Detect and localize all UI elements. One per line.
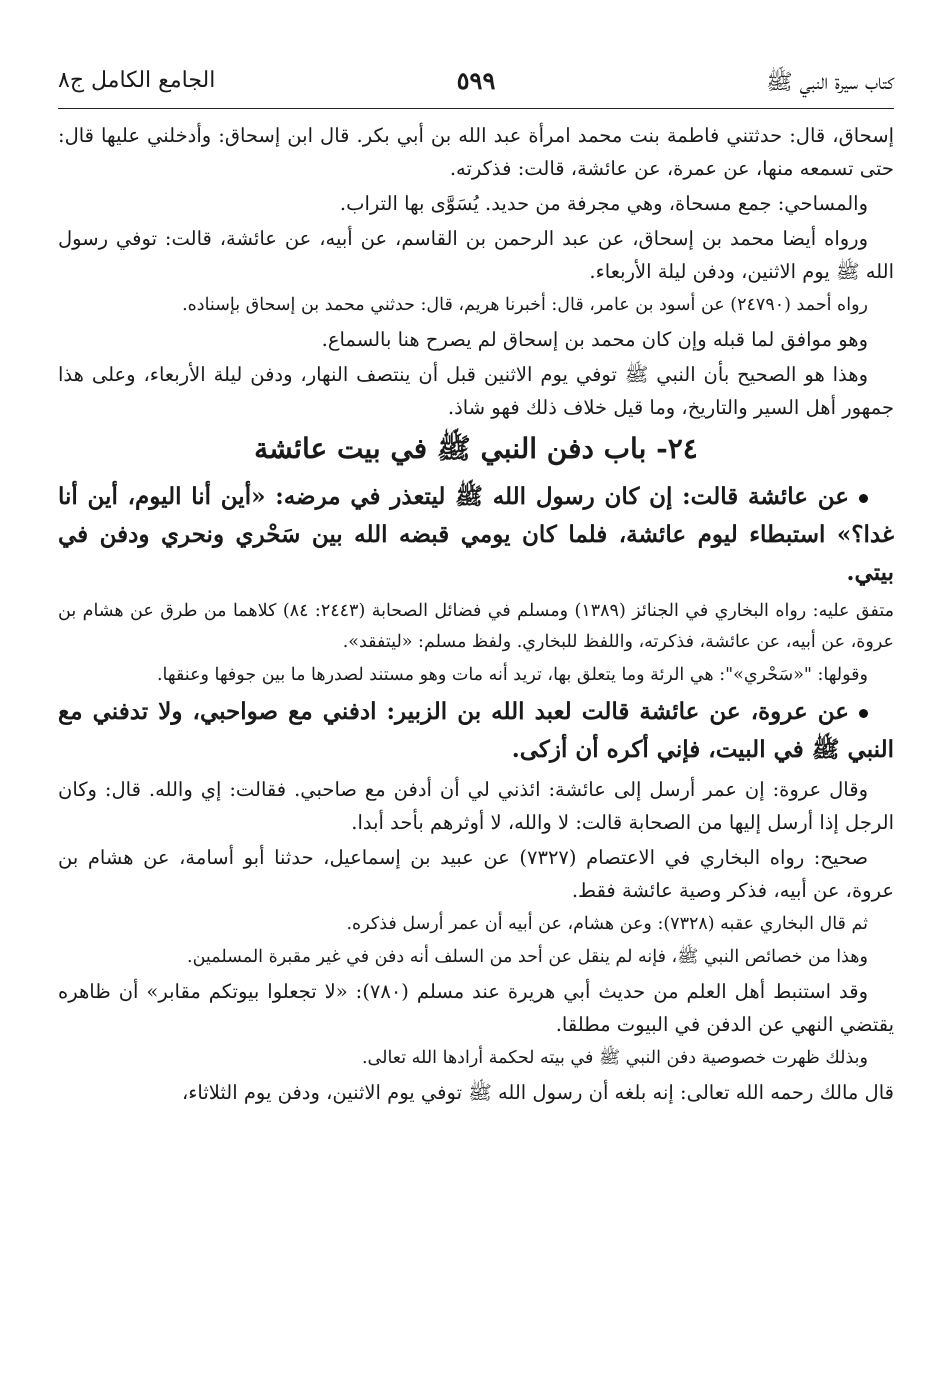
book-title: كتاب سيرة النبي ﷺ [766,70,894,95]
paragraph: إسحاق، قال: حدثتني فاطمة بنت محمد امرأة عبد الله بن أبي بكر. قال ابن إسحاق: وأدخلني عليها قال: حتى تسمعه منها، عن عمرة، عن عائشة، قالت: فذكرته. [58,124,894,180]
hadith-body: عن عروة، عن عائشة قالت لعبد الله بن الزبير: ادفني مع صواحبي، ولا تدفني مع النبي ﷺ في البيت، فإني أكره أن أزكى. [58,698,894,763]
bullet-icon [859,494,868,503]
section-title: ٢٤- باب دفن النبي ﷺ في بيت عائشة [254,432,698,465]
paragraph: صحيح: رواه البخاري في الاعتصام (٧٣٢٧) عن عبيد بن إسماعيل، حدثنا أبو أسامة، عن هشام بن عروة، عن أبيه، فذكر وصية عائشة فقط. [58,846,894,902]
hadith-text [58,478,894,592]
page-header [58,62,894,109]
footnote-paragraph: رواه أحمد (٢٤٧٩٠) عن أسود بن عامر، قال: أخبرنا هريم، قال: حدثني محمد بن إسحاق بإسناده. [182,295,868,315]
hadith-text [58,693,894,769]
hadith-body: عن عائشة قالت: إن كان رسول الله ﷺ ليتعذر في مرضه: «أين أنا اليوم، أين أنا غدا؟» استبطاء ليوم عائشة، فلما كان يومي قبضه الله بين سَحْري ونحري ودفن في بيتي. [58,483,894,586]
page-number: ٥٩٩ [456,66,496,95]
paragraph: قال مالك رحمه الله تعالى: إنه بلغه أن رسول الله ﷺ توفي يوم الاثنين، ودفن يوم الثلاثاء، [181,1081,894,1104]
paragraph: وقال عروة: إن عمر أرسل إلى عائشة: ائذني لي أن أدفن مع صاحبي. فقالت: إي والله. قال: وكان الرجل إذا أرسل إليها من الصحابة قالت: لا والله، لا أوثرهم بأحد أبدا. [58,778,894,834]
page-body [58,109,894,1109]
volume-title: الجامع الكامل ج٨ [58,68,216,93]
book-page [58,62,894,1111]
paragraph: وهذا من خصائص النبي ﷺ، فإنه لم ينقل عن أحد من السلف أنه دفن في غير مقبرة المسلمين. [187,947,868,967]
bullet-icon [859,709,868,718]
paragraph: والمساحي: جمع مسحاة، وهي مجرفة من حديد. يُسَوَّى بها التراب. [339,192,868,215]
explanation-paragraph: وقولها: "«سَحْري»": هي الرئة وما يتعلق بها، تريد أنه مات وهو مستند لصدرها ما بين جوفها وعنقها. [156,665,868,685]
paragraph: وبذلك ظهرت خصوصية دفن النبي ﷺ في بيته لحكمة أرادها الله تعالى. [361,1048,868,1068]
takhrij-paragraph: متفق عليه: رواه البخاري في الجنائز (١٣٨٩) ومسلم في فضائل الصحابة (٢٤٤٣: ٨٤) كلاهما من طرق عن هشام بن عروة، عن أبيه، عن عائشة، فذكرته، واللفظ للبخاري. ولفظ مسلم: «ليتفقد». [58,601,895,652]
paragraph: ثم قال البخاري عقبه (٧٣٢٨): وعن هشام، عن أبيه أن عمر أرسل فذكره. [346,914,868,934]
paragraph: وهو موافق لما قبله وإن كان محمد بن إسحاق لم يصرح هنا بالسماع. [321,328,868,351]
paragraph: وقد استنبط أهل العلم من حديث أبي هريرة عند مسلم (٧٨٠): «لا تجعلوا بيوتكم مقابر» أن ظاهره يقتضي النهي عن الدفن في البيوت مطلقا. [58,980,894,1036]
paragraph: ورواه أيضا محمد بن إسحاق، عن عبد الرحمن بن القاسم، عن أبيه، عن عائشة، قالت: توفي رسول الله ﷺ يوم الاثنين، ودفن ليلة الأربعاء. [58,227,894,283]
paragraph: وهذا هو الصحيح بأن النبي ﷺ توفي يوم الاثنين قبل أن ينتصف النهار، ودفن ليلة الأربعاء، وعلى هذا جمهور أهل السير والتاريخ، وما قيل خلاف ذلك فهو شاذ. [58,363,894,419]
